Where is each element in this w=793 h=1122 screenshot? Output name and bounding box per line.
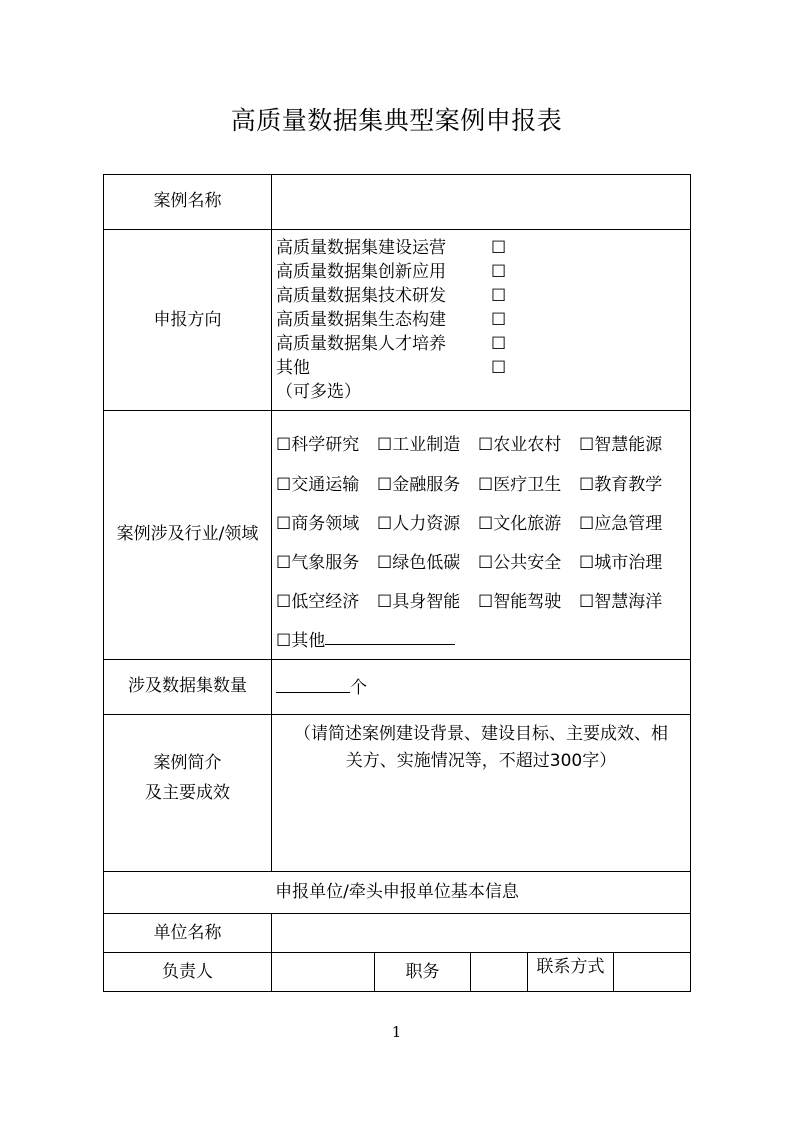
intro-label-line2: 及主要成效 [145,783,230,803]
industry-row [276,509,680,534]
industry-other-input[interactable] [325,626,455,645]
direction-option-label: 高质量数据集人才培养 [276,334,446,354]
position-label: 职务 [405,962,440,982]
industry-option[interactable]: ☐应急管理 [579,514,663,534]
industry-option[interactable]: ☐工业制造 [377,435,461,455]
industry-other-option[interactable]: ☐其他 [276,631,326,651]
direction-option-label: 高质量数据集建设运营 [276,238,446,258]
direction-option-label: 高质量数据集创新应用 [276,262,446,282]
industry-option[interactable]: ☐绿色低碳 [377,553,461,573]
industry-option[interactable]: ☐公共安全 [478,553,562,573]
industry-option[interactable]: ☐商务领域 [276,514,360,534]
industry-row [276,470,680,495]
industry-option[interactable]: ☐科学研究 [276,435,360,455]
direction-label: 申报方向 [153,310,222,330]
industry-option[interactable]: ☐金融服务 [377,475,461,495]
dataset-count-field [276,673,367,698]
dataset-count-unit: 个 [350,678,367,698]
direction-checkbox[interactable]: ☐ [491,310,507,330]
dataset-count-input[interactable] [276,674,350,693]
direction-checkbox[interactable]: ☐ [491,262,507,282]
direction-option-label: 高质量数据集生态构建 [276,310,446,330]
industry-option[interactable]: ☐低空经济 [276,592,360,612]
intro-hint-line1: （请简述案例建设背景、建设目标、主要成效、相 [294,724,668,744]
contact-label: 联系方式 [536,957,605,977]
industry-option[interactable]: ☐人力资源 [377,514,461,534]
industry-option[interactable]: ☐智能驾驶 [478,592,562,612]
direction-checkbox[interactable]: ☐ [491,358,507,378]
intro-label-line1: 案例简介 [153,753,222,773]
industry-row [276,430,680,455]
industry-option[interactable]: ☐气象服务 [276,553,360,573]
unit-name-field[interactable] [272,914,690,952]
industry-label: 案例涉及行业/领域 [116,524,259,544]
industry-option[interactable]: ☐智慧海洋 [579,592,663,612]
intro-hint-line2: 关方、实施情况等，不超过300字） [345,751,617,771]
contact-field[interactable] [614,953,690,991]
direction-option-label: 高质量数据集技术研发 [276,286,446,306]
industry-option[interactable]: ☐交通运输 [276,475,360,495]
industry-option[interactable]: ☐农业农村 [478,435,562,455]
unit-name-label: 单位名称 [153,923,222,943]
unit-section-header: 申报单位/牵头申报单位基本信息 [275,882,519,902]
case-name-label: 案例名称 [153,191,222,211]
direction-checkbox[interactable]: ☐ [491,238,507,258]
industry-option[interactable]: ☐医疗卫生 [478,475,562,495]
direction-note: （可多选） [276,382,361,402]
industry-option[interactable]: ☐具身智能 [377,592,461,612]
direction-checkbox[interactable]: ☐ [491,334,507,354]
leader-field[interactable] [272,953,374,991]
direction-checkbox[interactable]: ☐ [491,286,507,306]
leader-label: 负责人 [162,962,213,982]
intro-textarea[interactable] [272,780,690,870]
page-number: 1 [391,1023,402,1041]
position-field[interactable] [471,953,527,991]
dataset-count-label: 涉及数据集数量 [128,676,247,696]
industry-option[interactable]: ☐教育教学 [579,475,663,495]
industry-option[interactable]: ☐文化旅游 [478,514,562,534]
case-name-field[interactable] [272,175,690,229]
industry-option[interactable]: ☐城市治理 [579,553,663,573]
industry-option[interactable]: ☐智慧能源 [579,435,663,455]
direction-option-label: 其他 [276,358,310,378]
industry-other-row [276,626,455,651]
page-title: 高质量数据集典型案例申报表 [230,106,563,135]
industry-row [276,587,680,612]
industry-row [276,548,680,573]
